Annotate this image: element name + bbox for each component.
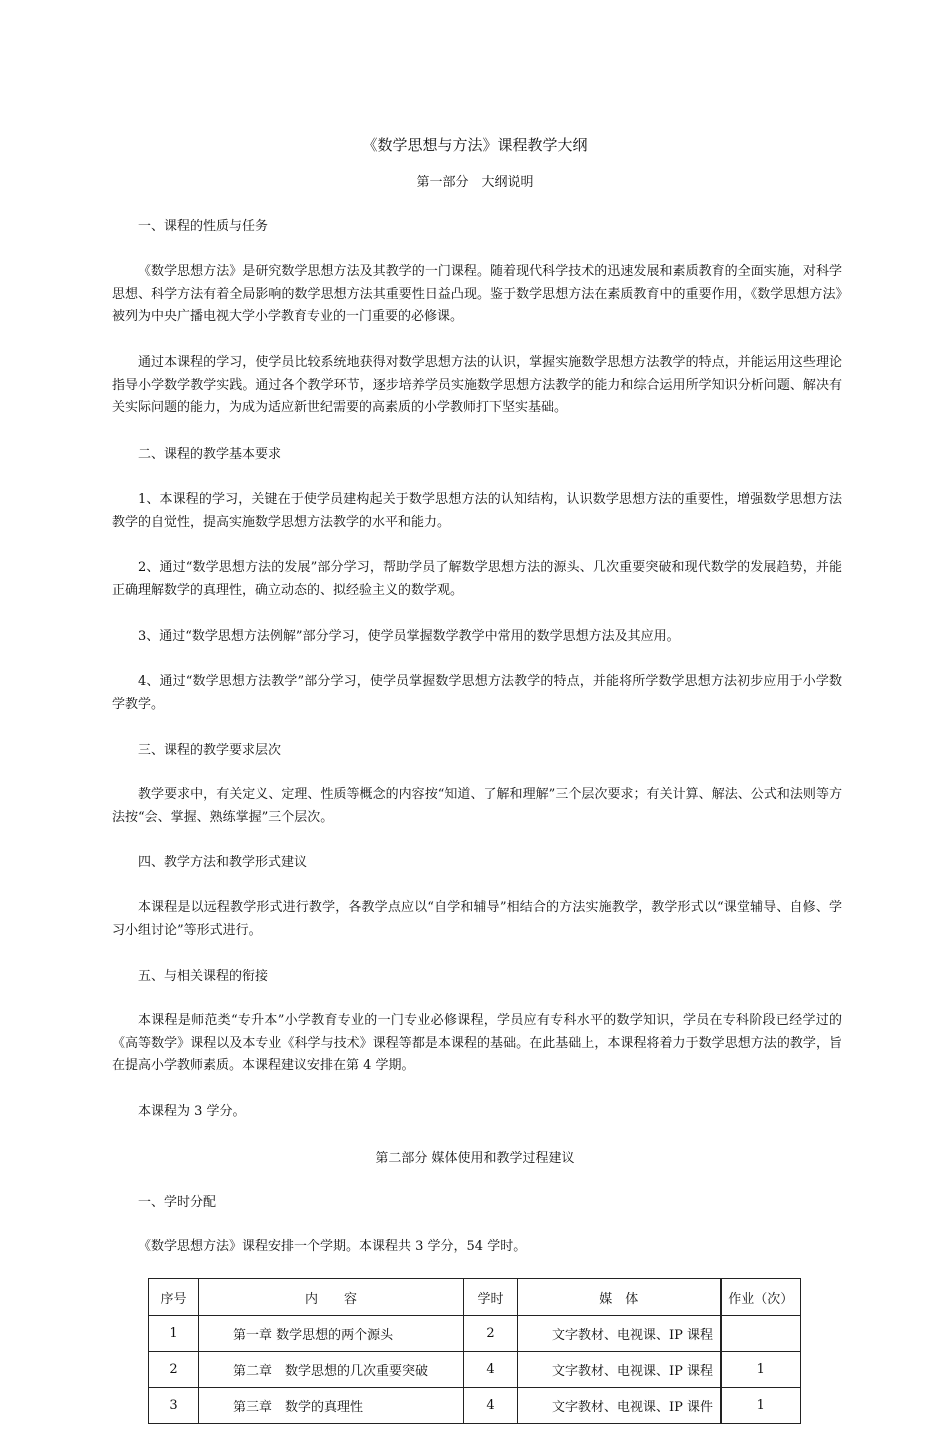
paragraph-credits: 本课程为 3 学分。 [138,1104,246,1119]
column-header-index: 序号 [149,1279,199,1316]
cell-index: 1 [149,1316,199,1352]
section-heading-levels: 三、课程的教学要求层次 [138,743,282,758]
hours-allocation-table [148,1278,801,1424]
cell-media: 文字教材、电视课、IP 课程 [518,1316,721,1352]
column-header-homework: 作业（次） [721,1279,801,1316]
column-header-media: 媒 体 [518,1279,721,1316]
table-row [149,1316,801,1352]
document-title: 《数学思想与方法》课程教学大纲 [362,136,588,154]
table-row [149,1352,801,1388]
column-header-hours: 学时 [464,1279,518,1316]
cell-homework: 1 [721,1352,801,1388]
cell-content: 第二章 数学思想的几次重要突破 [199,1352,464,1388]
section-heading-methods: 四、教学方法和教学形式建议 [138,855,308,870]
cell-content: 第一章 数学思想的两个源头 [199,1316,464,1352]
cell-index: 2 [149,1352,199,1388]
cell-hours: 4 [464,1352,518,1388]
cell-index: 3 [149,1388,199,1424]
part-two-heading: 第二部分 媒体使用和教学过程建议 [375,1151,575,1166]
requirement-3: 3、通过“数学思想方法例解”部分学习，使学员掌握数学教学中常用的数学思想方法及其应用。 [138,629,680,644]
column-header-content: 内 容 [199,1279,464,1316]
table-header-row [149,1279,801,1316]
requirement-4: 4、通过“数学思想方法教学”部分学习，使学员掌握数学思想方法教学的特点，并能将所学数学思想方法初步应用于小学数学教学。 [112,674,842,712]
cell-media: 文字教材、电视课、IP 课程 [518,1352,721,1388]
part-one-heading: 第一部分 大纲说明 [416,175,534,190]
cell-hours: 4 [464,1388,518,1424]
requirement-2: 2、通过“数学思想方法的发展”部分学习，帮助学员了解数学思想方法的源头、几次重要突破和现代数学的发展趋势，并能正确理解数学的真理性，确立动态的、拟经验主义的数学观。 [112,560,842,598]
cell-hours: 2 [464,1316,518,1352]
paragraph-goals: 通过本课程的学习，使学员比较系统地获得对数学思想方法的认识，掌握实施数学思想方法教学的特点，并能运用这些理论指导小学数学教学实践。通过各个教学环节，逐步培养学员实施数学思想方法教学的能力和综合运用所学知识分析问题、解决有关实际问题的能力，为成为适应新世纪需要的高素质的小学教师打下坚实基础。 [112,355,842,415]
section-heading-hours: 一、学时分配 [138,1195,217,1210]
paragraph-methods: 本课程是以远程教学形式进行教学，各教学点应以“自学和辅导”相结合的方法实施教学，教学形式以“课堂辅导、自修、学习小组讨论”等形式进行。 [112,900,842,938]
cell-content: 第三章 数学的真理性 [199,1388,464,1424]
cell-media: 文字教材、电视课、IP 课件 [518,1388,721,1424]
paragraph-hours: 《数学思想方法》课程安排一个学期。本课程共 3 学分，54 学时。 [138,1239,527,1254]
paragraph-nature: 《数学思想方法》是研究数学思想方法及其教学的一门课程。随着现代科学技术的迅速发展和素质教育的全面实施，对科学思想、科学方法有着全局影响的数学思想方法其重要性日益凸现。鉴于数学思想方法在素质教育中的重要作用，《数学思想方法》被列为中央广播电视大学小学教育专业的一门重要的必修课。 [112,264,842,324]
section-heading-connection: 五、与相关课程的衔接 [138,969,269,984]
table-row [149,1388,801,1424]
paragraph-levels: 教学要求中，有关定义、定理、性质等概念的内容按“知道、了解和理解”三个层次要求；有关计算、解法、公式和法则等方法按“会、掌握、熟练掌握”三个层次。 [112,787,842,825]
section-heading-requirements: 二、课程的教学基本要求 [138,447,282,462]
section-heading-nature: 一、课程的性质与任务 [138,219,269,234]
requirement-1: 1、本课程的学习，关键在于使学员建构起关于数学思想方法的认知结构，认识数学思想方法的重要性，增强数学思想方法教学的自觉性，提高实施数学思想方法教学的水平和能力。 [112,492,842,530]
paragraph-connection: 本课程是师范类“专升本”小学教育专业的一门专业必修课程，学员应有专科水平的数学知识，学员在专科阶段已经学过的《高等数学》课程以及本专业《科学与技术》课程等都是本课程的基础。在此基础上，本课程将着力于数学思想方法的教学，旨在提高小学教师素质。本课程建议安排在第 4 学期。 [112,1013,842,1073]
cell-homework: 1 [721,1388,801,1424]
cell-homework [721,1316,801,1352]
